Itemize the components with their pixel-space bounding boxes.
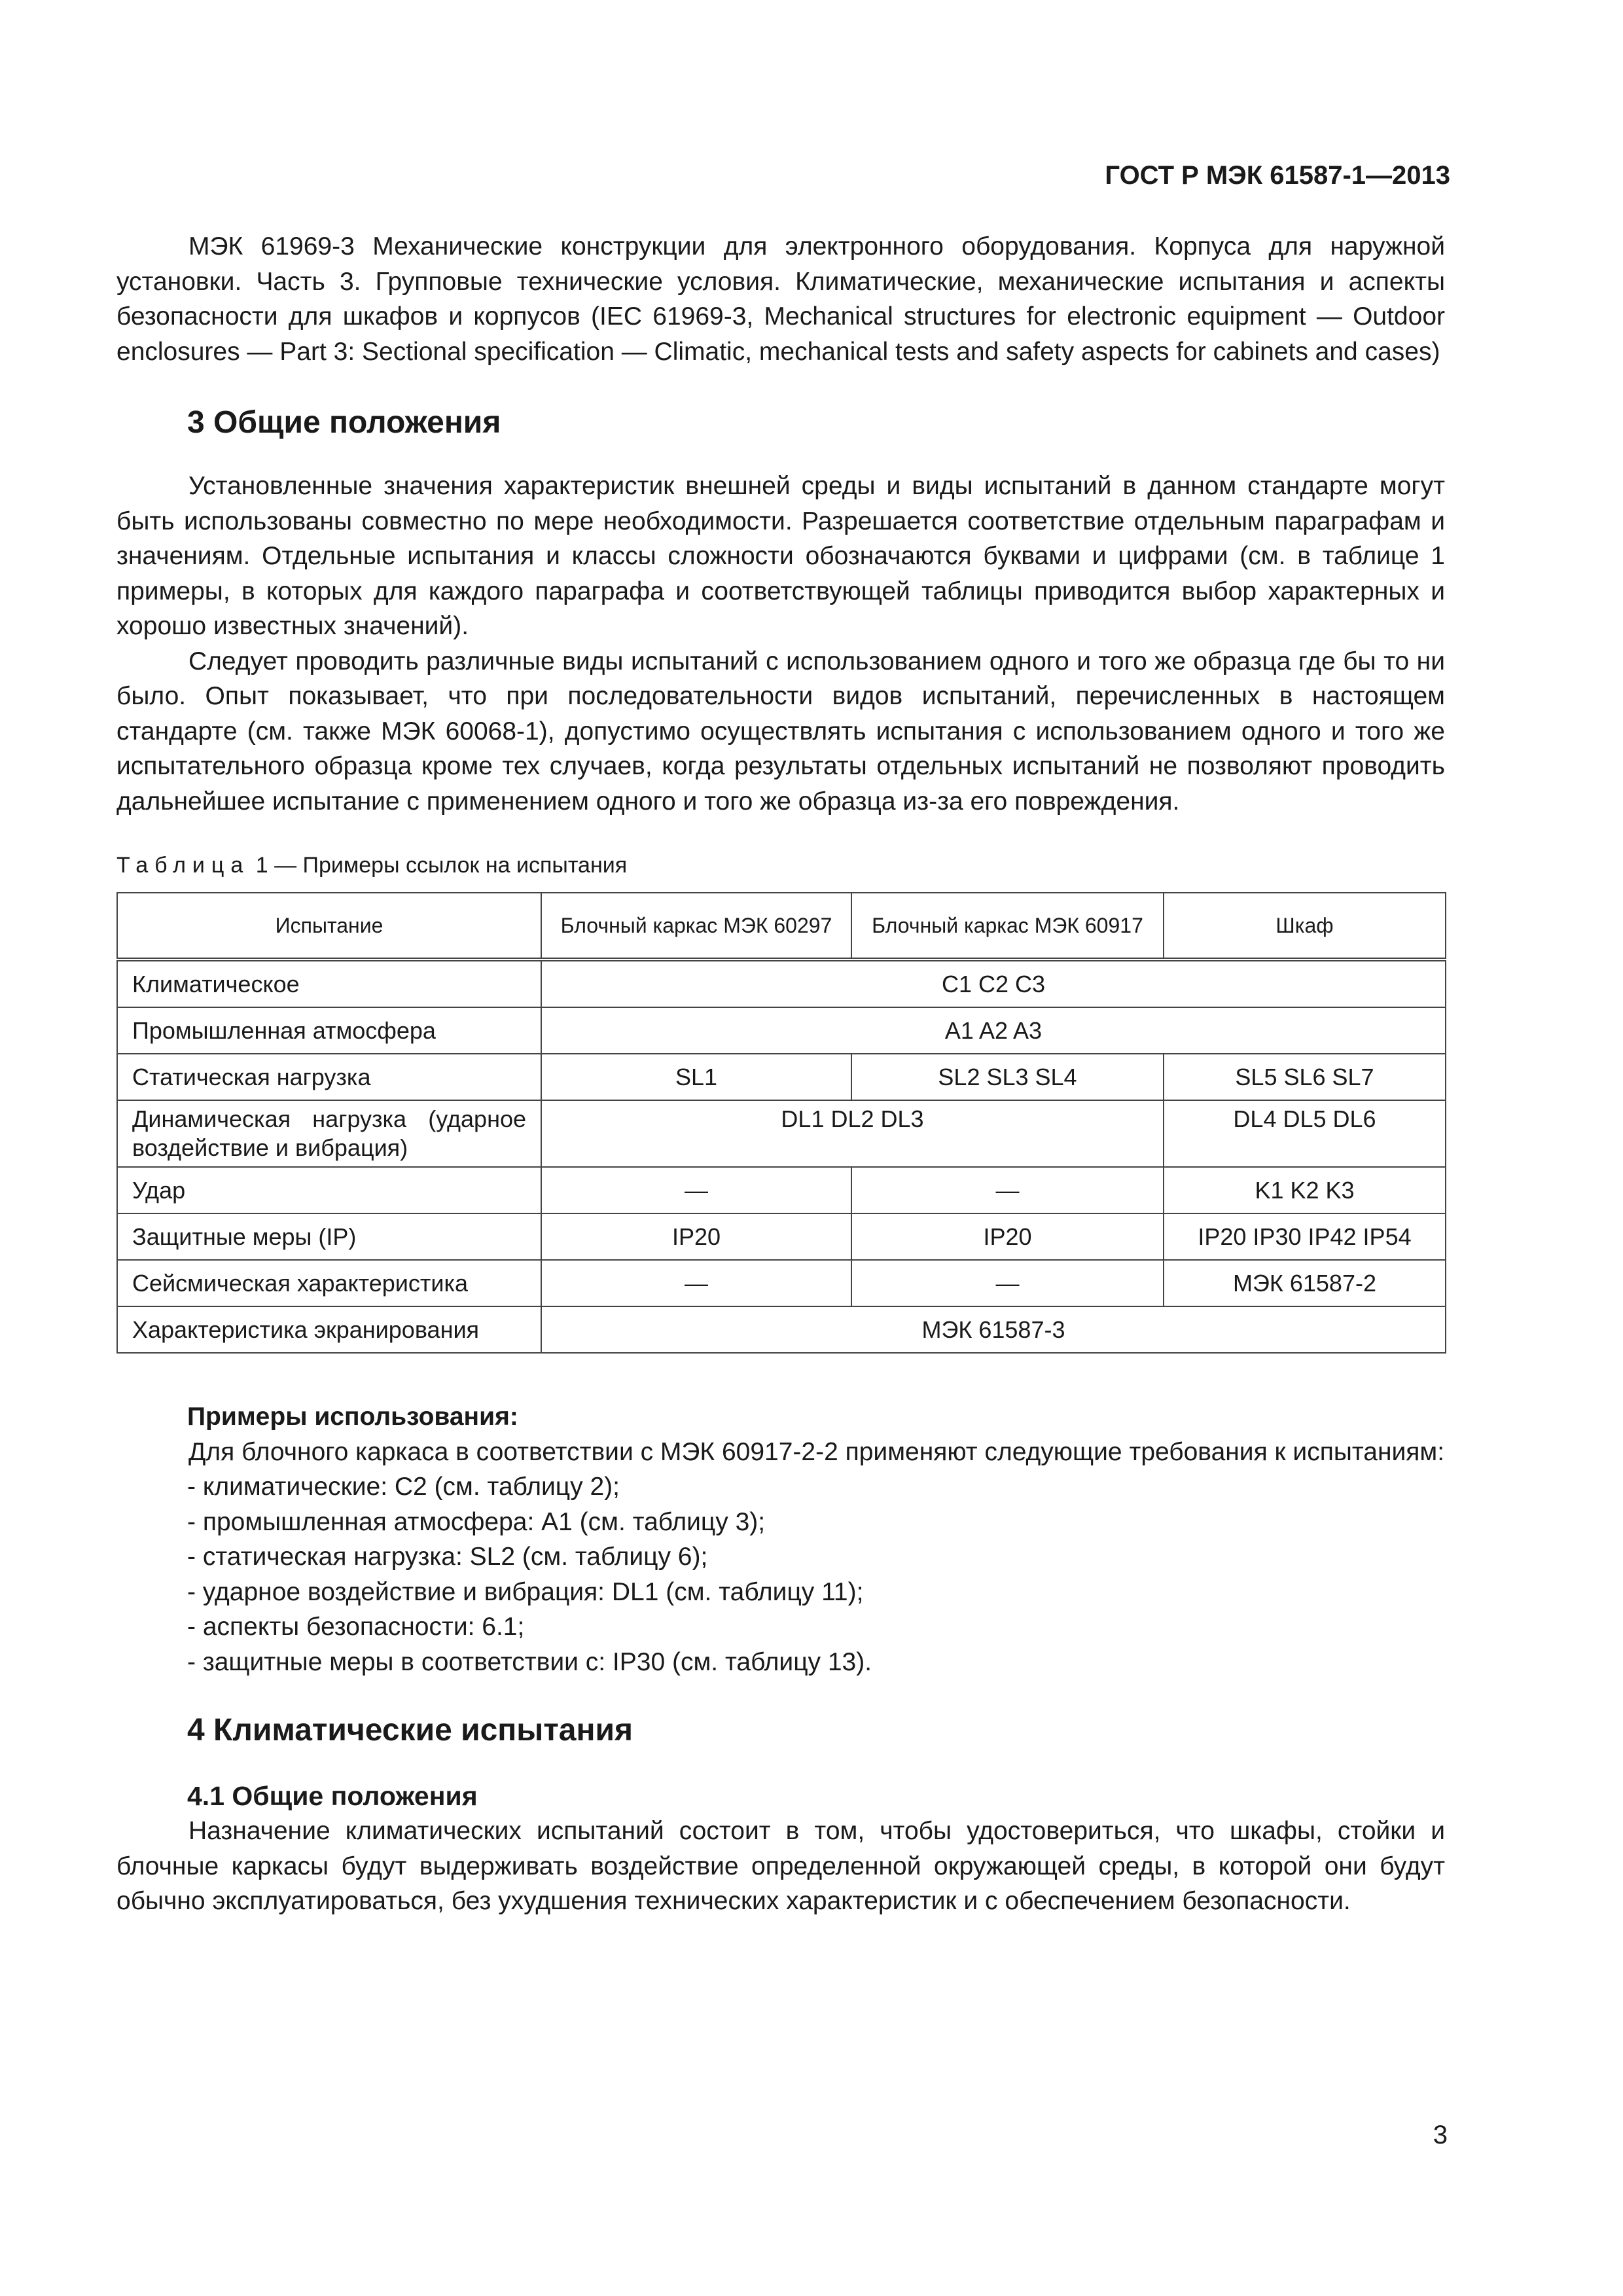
row-label: Климатическое — [117, 960, 541, 1007]
section-4-1-heading: 4.1 Общие положения — [187, 1781, 478, 1811]
list-item: - защитные меры в соответствии с: IP30 (см. таблицу 13). — [187, 1647, 872, 1676]
table-row — [117, 1100, 1446, 1167]
cell-value: SL5 SL6 SL7 — [1164, 1054, 1446, 1100]
cell-value: IP20 IP30 IP42 IP54 — [1164, 1213, 1446, 1260]
table-row — [117, 1260, 1446, 1306]
header-test: Испытание — [117, 893, 541, 960]
table-header-row — [117, 893, 1446, 960]
row-label: Промышленная атмосфера — [117, 1007, 541, 1054]
table-row — [117, 1054, 1446, 1100]
cell-value: IP20 — [851, 1213, 1164, 1260]
list-item: - аспекты безопасности: 6.1; — [187, 1613, 525, 1641]
page-number: 3 — [1433, 2121, 1448, 2149]
row-label: Характеристика экранирования — [117, 1306, 541, 1353]
cell-value: IP20 — [541, 1213, 851, 1260]
table-row — [117, 1167, 1446, 1213]
cell-value: A1 A2 A3 — [541, 1007, 1446, 1054]
cell-value: SL1 — [541, 1054, 851, 1100]
examples-intro: Для блочного каркаса в соответствии с МЭК 60917-2-2 применяют следующие требования к испытаниям: — [188, 1437, 1445, 1466]
section-4-1-paragraph: Назначение климатических испытаний состоит в том, чтобы удостовериться, что шкафы, стойки и блочные каркасы будут выдерживать воздействие определенной окружающей среды, в которой они будут обычно эксплуатироваться, без ухудшения технических характеристик и с обеспечением безопасности. — [116, 1817, 1445, 1915]
test-reference-table — [116, 892, 1446, 1354]
list-item: - климатические: C2 (см. таблицу 2); — [187, 1473, 620, 1501]
list-item: - ударное воздействие и вибрация: DL1 (см. таблицу 11); — [187, 1577, 864, 1606]
cell-value: — — [541, 1260, 851, 1306]
cell-value: — — [541, 1167, 851, 1213]
examples-title: Примеры использования: — [187, 1403, 518, 1431]
row-label: Удар — [117, 1167, 541, 1213]
row-label: Динамическая нагрузка (ударное воздействие и вибрация) — [117, 1100, 541, 1167]
cell-value: — — [851, 1260, 1164, 1306]
list-item: - промышленная атмосфера: A1 (см. таблицу 3); — [187, 1507, 766, 1536]
table-caption-label: Таблица — [116, 853, 250, 878]
section-3-paragraph-2: Следует проводить различные виды испытаний с использованием одного и того же образца где бы то ни было. Опыт показывает, что при последовательности видов испытаний, перечисленных в настоящем стандарте (см. также МЭК 60068-1), допустимо осуществлять испытания с использованием одного и того же испытательного образца кроме тех случаев, когда результаты отдельных испытаний не позволяют проводить дальнейшее испытание с применением одного и того же образца из-за его повреждения. — [116, 647, 1445, 816]
header-cabinet: Шкаф — [1164, 893, 1446, 960]
row-label: Защитные меры (IP) — [117, 1213, 541, 1260]
page-content — [116, 229, 1445, 1919]
cell-value: МЭК 61587-2 — [1164, 1260, 1446, 1306]
table-row — [117, 960, 1446, 1007]
cell-value: — — [851, 1167, 1164, 1213]
cell-value: МЭК 61587-3 — [541, 1306, 1446, 1353]
table-row — [117, 1007, 1446, 1054]
cell-value: DL1 DL2 DL3 — [541, 1100, 1164, 1167]
list-item: - статическая нагрузка: SL2 (см. таблицу 6); — [187, 1543, 708, 1571]
cell-value: SL2 SL3 SL4 — [851, 1054, 1164, 1100]
table-caption-text: 1 — Примеры ссылок на испытания — [249, 853, 628, 878]
cell-value: K1 K2 K3 — [1164, 1167, 1446, 1213]
table-1-caption — [116, 850, 1445, 880]
cell-value: DL4 DL5 DL6 — [1164, 1100, 1446, 1167]
section-4-heading: 4 Климатические испытания — [187, 1713, 633, 1748]
table-row — [117, 1306, 1446, 1353]
cell-value: C1 C2 C3 — [541, 960, 1446, 1007]
header-block-60297: Блочный каркас МЭК 60297 — [541, 893, 851, 960]
section-3-paragraph-1: Установленные значения характеристик внешней среды и виды испытаний в данном стандарте могут быть использованы совместно по мере необходимости. Разрешается соответствие отдельным параграфам и значениям. Отдельные испытания и классы сложности обозначаются буквами и цифрами (см. в таблице 1 примеры, в которых для каждого параграфа и соответствующей таблицы приводится выбор характерных и хорошо известных значений). — [116, 472, 1445, 640]
reference-paragraph: МЭК 61969-3 Механические конструкции для электронного оборудования. Корпуса для наружной установки. Часть 3. Групповые технические условия. Климатические, механические испытания и аспекты безопасности для шкафов и корпусов (IEC 61969-3, Mechanical structures for electronic equipment — Outdoor enclosures — Part 3: Sectional specification — Climatic, mechanical tests and safety aspects for cabinets and cases) — [116, 232, 1445, 366]
section-3-heading: 3 Общие положения — [187, 405, 501, 440]
row-label: Статическая нагрузка — [117, 1054, 541, 1100]
document-code: ГОСТ Р МЭК 61587-1—2013 — [1105, 161, 1450, 190]
header-block-60917: Блочный каркас МЭК 60917 — [851, 893, 1164, 960]
row-label: Сейсмическая характеристика — [117, 1260, 541, 1306]
table-row — [117, 1213, 1446, 1260]
